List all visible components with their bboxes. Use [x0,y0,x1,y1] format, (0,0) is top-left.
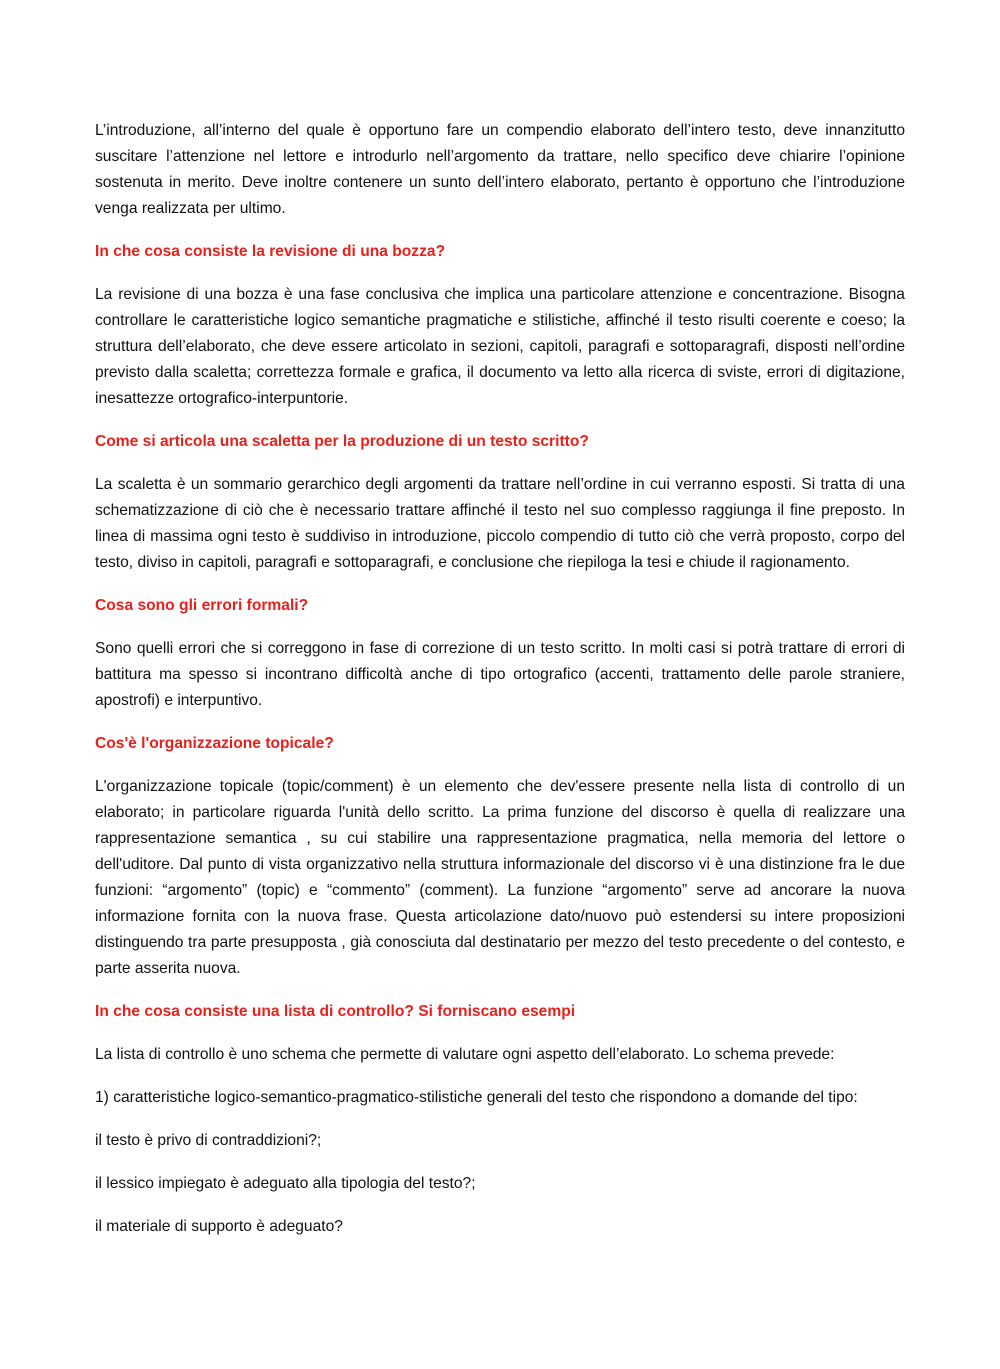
list-item: il materiale di supporto è adeguato? [95,1218,343,1235]
list-intro: 1) caratteristiche logico-semantico-pragmatico-stilistiche generali del testo che rispondono a domande del tipo: [95,1089,858,1106]
section-heading-organizzazione-topicale: Cos'è l'organizzazione topicale? [95,735,334,752]
list-item: il testo è privo di contraddizioni?; [95,1132,322,1149]
section-body-scaletta: La scaletta è un sommario gerarchico degli argomenti da trattare nell’ordine in cui verranno esposti. Si tratta di una schematizzazione di ciò che è necessario trattare affinché il testo nel suo complesso raggiunga il fine preposto. In linea di massima ogni testo è suddiviso in introduzione, piccolo compendio di tutto ciò che verrà proposto, corpo del testo, diviso in capitoli, paragrafi e sottoparagrafi, e conclusione che riepiloga la tesi e chiude il ragionamento. [95,476,905,571]
section-heading-scaletta: Come si articola una scaletta per la produzione di un testo scritto? [95,433,589,450]
list-item: il lessico impiegato è adeguato alla tipologia del testo?; [95,1175,476,1192]
section-body-revisione: La revisione di una bozza è una fase conclusiva che implica una particolare attenzione e concentrazione. Bisogna controllare le caratteristiche logico semantiche pragmatiche e stilistiche, affinché il testo risulti coerente e coeso; la struttura dell’elaborato, che deve essere articolato in sezioni, capitoli, paragrafi e sottoparagrafi, disposti nell’ordine previsto dalla scaletta; correttezza formale e grafica, il documento va letto alla ricerca di sviste, errori di digitazione, inesattezze ortografico-interpuntorie. [95,286,905,407]
section-heading-lista-controllo: In che cosa consiste una lista di controllo? Si forniscano esempi [95,1003,576,1020]
section-body-errori-formali: Sono quelli errori che si correggono in fase di correzione di un testo scritto. In molti casi si potrà trattare di errori di battitura ma spesso si incontrano difficoltà anche di tipo ortografico (accenti, trattamento delle parole straniere, apostrofi) e interpuntivo. [95,640,905,709]
section-heading-revisione: In che cosa consiste la revisione di una bozza? [95,243,446,260]
intro-paragraph: L’introduzione, all’interno del quale è opportuno fare un compendio elaborato dell’intero testo, deve innanzitutto suscitare l’attenzione nel lettore e introdurlo nell’argomento da trattare, nello specifico deve chiarire l’opinione sostenuta in merito. Deve inoltre contenere un sunto dell’intero elaborato, pertanto è opportuno che l’introduzione venga realizzata per ultimo. [95,122,905,217]
section-heading-errori-formali: Cosa sono gli errori formali? [95,597,309,614]
section-body-organizzazione-topicale: L'organizzazione topicale (topic/comment) è un elemento che dev'essere presente nella lista di controllo di un elaborato; in particolare riguarda l'unità dello scritto. La prima funzione del discorso è quella di realizzare una rappresentazione semantica , su cui stabilire una rappresentazione pragmatica, nella memoria del lettore o dell'uditore. Dal punto di vista organizzativo nella struttura informazionale del discorso vi è una distinzione fra le due funzioni: “argomento” (topic) e “commento” (comment). La funzione “argomento” serve ad ancorare la nuova informazione fornita con la nuova frase. Questa articolazione dato/nuovo può estendersi su intere proposizioni distinguendo tra parte presupposta , già conosciuta dal destinatario per mezzo del testo precedente o del contesto, e parte asserita nuova. [95,778,905,977]
section-body-lista-controllo: La lista di controllo è uno schema che permette di valutare ogni aspetto dell’elaborato. Lo schema prevede: [95,1046,835,1063]
